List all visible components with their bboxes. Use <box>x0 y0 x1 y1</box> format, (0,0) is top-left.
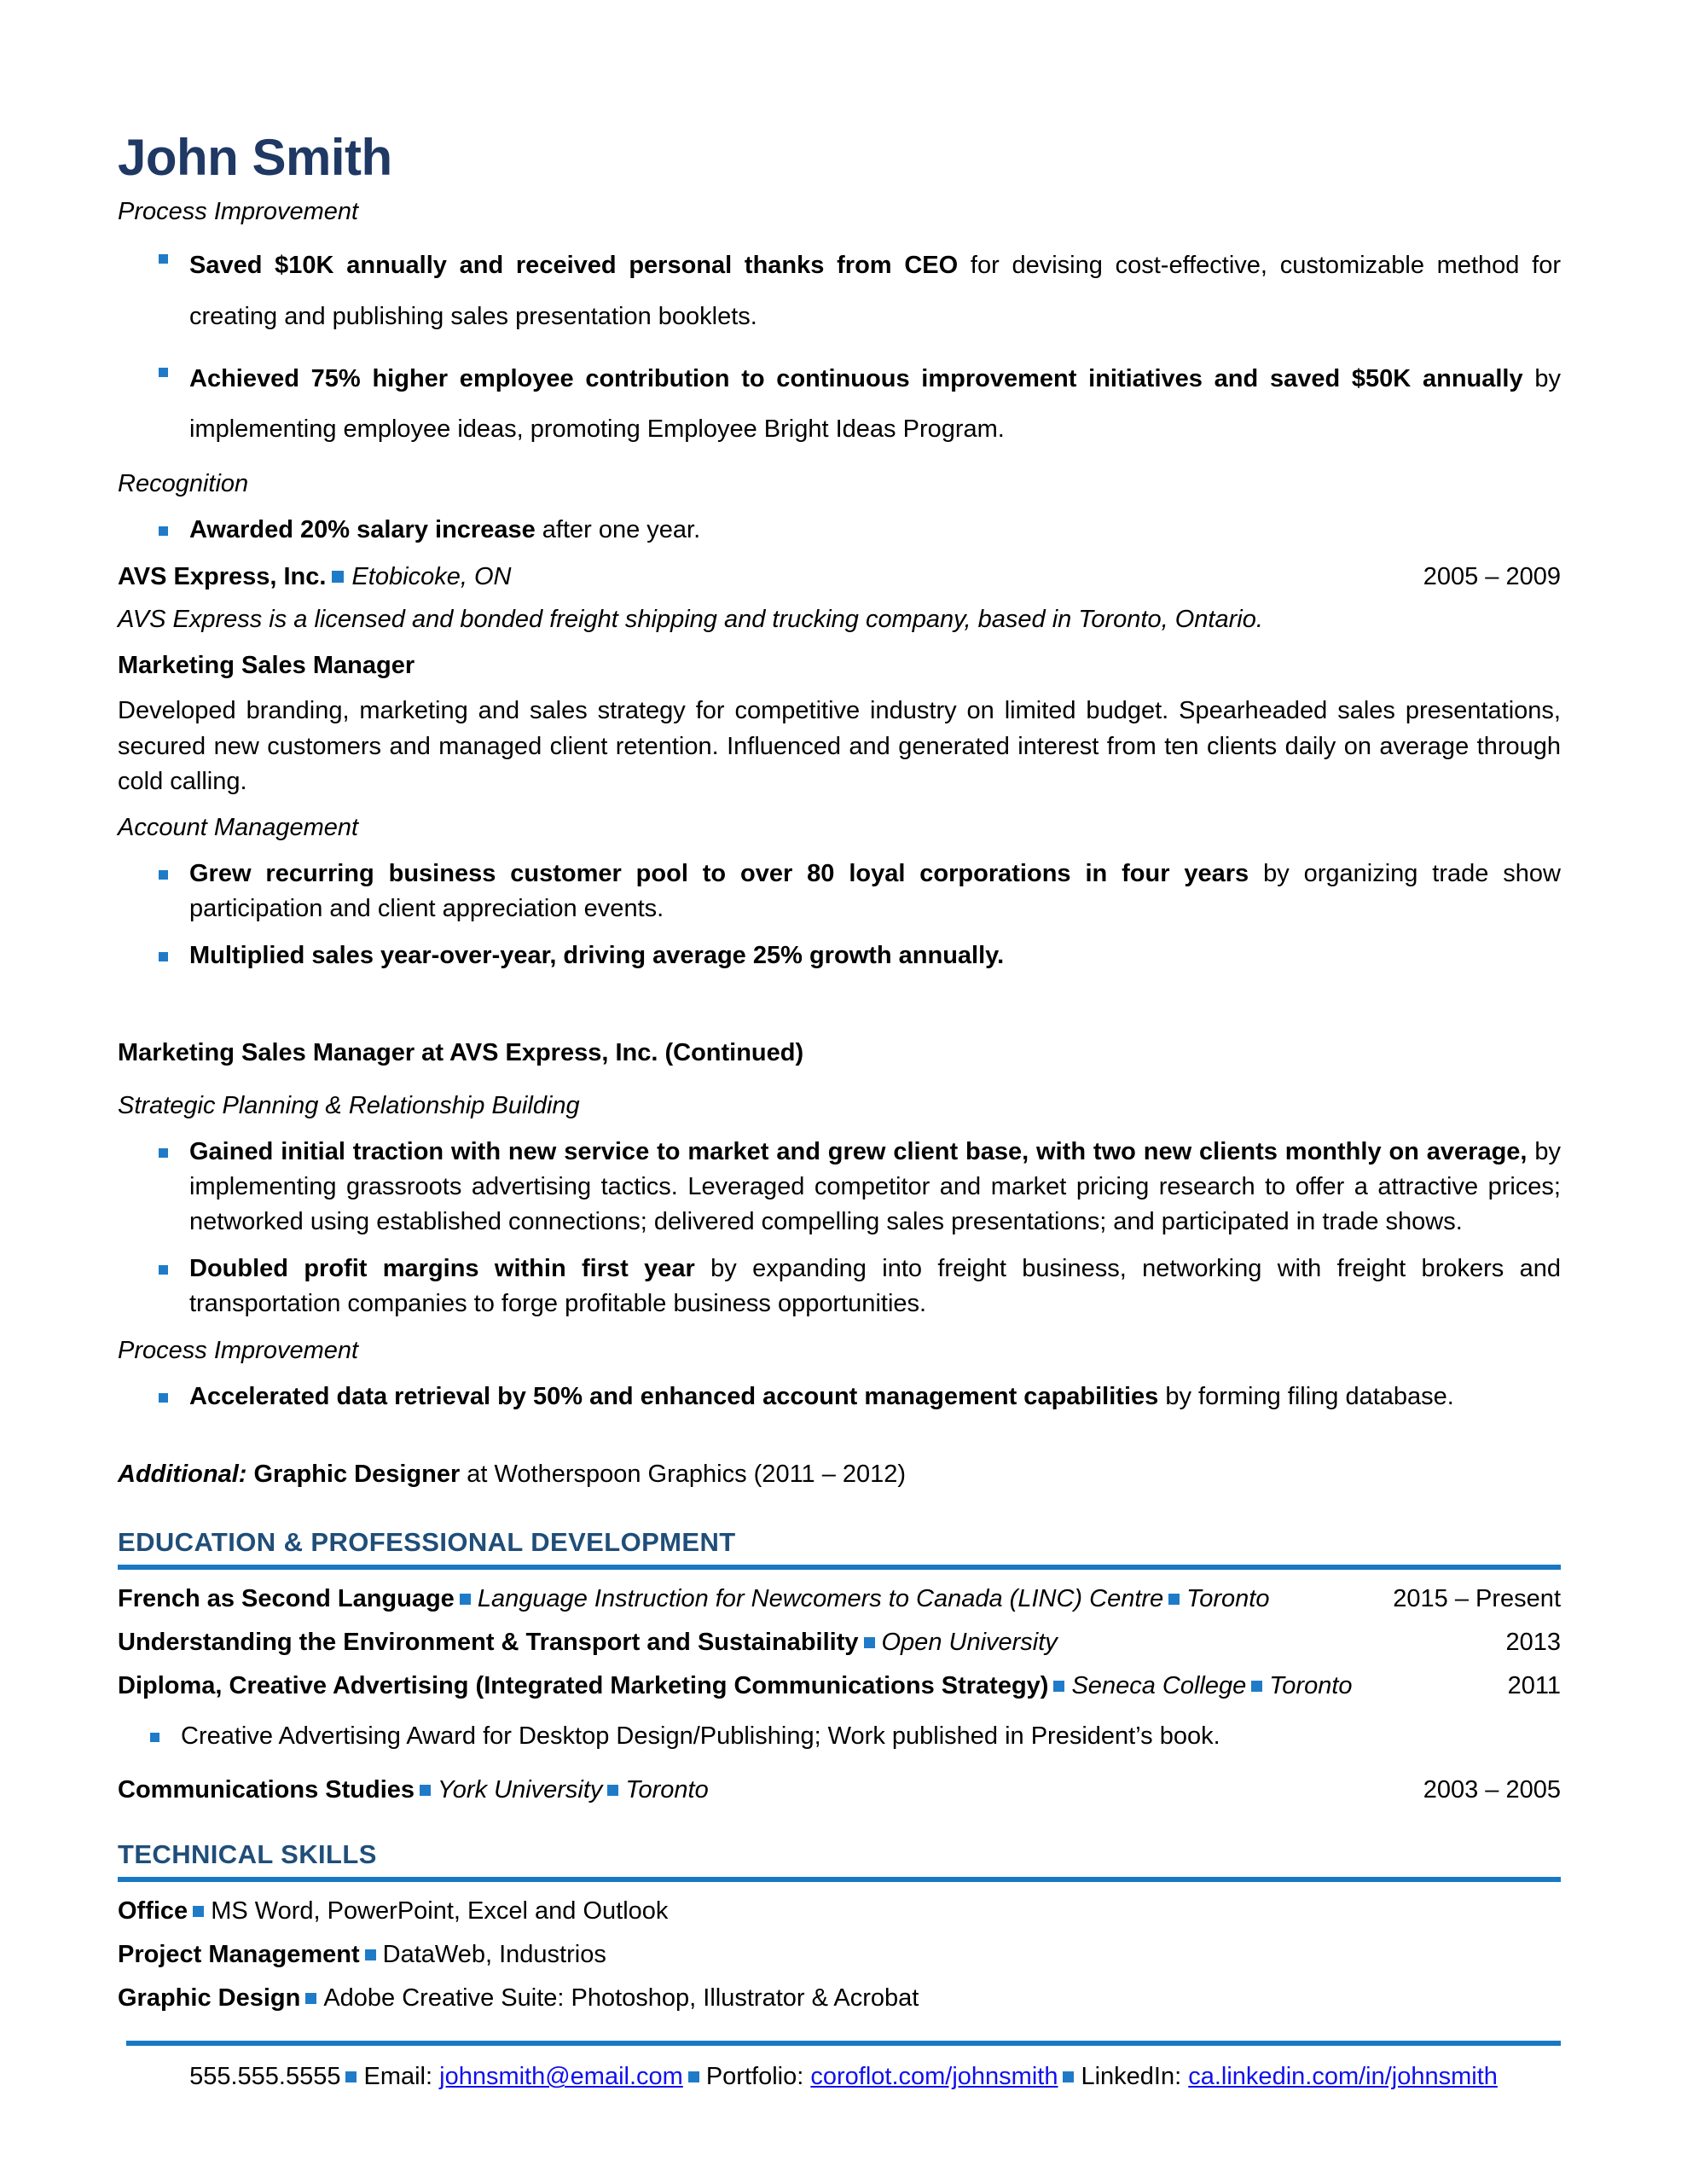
education-institution: Language Instruction for Newcomers to Canada (LINC) Centre <box>477 1585 1164 1613</box>
footer <box>126 2041 1561 2094</box>
list-item <box>118 513 1561 548</box>
bullet-rest-text: by expanding into freight business, networking with freight brokers and transportation companies to forge profitable business opportunities. <box>189 1255 1561 1318</box>
bullet-bold-text: Gained initial traction with new service to market and grew client base, with two new clients monthly on average, <box>189 1137 1528 1165</box>
bullet-list-education-award <box>118 1719 1561 1754</box>
education-entry-row <box>118 1585 1561 1613</box>
blue-square-separator-icon <box>345 2071 357 2082</box>
list-item <box>118 857 1561 926</box>
bullet-rest-text: by implementing employee ideas, promoting Employee Bright Ideas Program. <box>189 365 1561 444</box>
blue-square-separator-icon <box>607 1785 618 1796</box>
layout-spacer <box>118 974 1561 1024</box>
blue-square-separator-icon <box>365 1949 376 1960</box>
blue-square-separator-icon <box>332 571 344 583</box>
bullet-rest-text: by forming filing database. <box>1158 1382 1454 1410</box>
bullet-bold-text: Awarded 20% salary increase <box>189 516 536 544</box>
blue-square-separator-icon <box>193 1906 204 1917</box>
section-divider <box>118 1877 1561 1882</box>
education-entry-row <box>118 1776 1561 1804</box>
education-institution: Open University <box>881 1629 1058 1657</box>
contact-line <box>126 2061 1561 2094</box>
company-location: Etobicoke, ON <box>351 563 512 591</box>
list-item <box>118 1380 1561 1414</box>
experience-company-row <box>118 563 1561 591</box>
bullet-rest-text: by implementing grassroots advertising tactics. Leveraged competitor and market pricing research to offer a attractive prices; networked using established connections; delivered compelling sales presentations; and participated in trade shows. <box>189 1137 1562 1235</box>
company-description: AVS Express is a licensed and bonded freight shipping and trucking company, based in Toronto, Ontario. <box>118 606 1263 634</box>
bullet-list-account-management <box>118 857 1561 974</box>
email-label: Email: <box>363 2063 433 2091</box>
bullet-bold-text: Accelerated data retrieval by 50% and enhanced account management capabilities <box>189 1382 1159 1410</box>
bullet-bold-text: Achieved 75% higher employee contribution to continuous improvement initiatives and saved $50K annually <box>189 365 1523 393</box>
additional-experience-line <box>118 1457 1561 1492</box>
bullet-rest-text: after one year. <box>535 516 701 544</box>
portfolio-label: Portfolio: <box>705 2063 804 2091</box>
blue-square-separator-icon <box>864 1637 875 1648</box>
portfolio-link[interactable]: coroflot.com/johnsmith <box>810 2063 1058 2091</box>
list-item <box>118 241 1561 342</box>
education-place: Toronto <box>1269 1672 1353 1700</box>
group-label-recognition: Recognition <box>118 469 249 497</box>
group-label-process-improvement-top: Process Improvement <box>118 198 359 225</box>
footer-divider <box>126 2041 1561 2046</box>
bullet-list-strategic-planning <box>118 1135 1561 1322</box>
list-item <box>118 354 1561 456</box>
blue-square-separator-icon <box>1251 1681 1262 1692</box>
bullet-bold-text: Doubled profit margins within first year <box>189 1255 695 1283</box>
job-title: Marketing Sales Manager <box>118 652 415 680</box>
education-institution: York University <box>438 1776 603 1804</box>
education-dates: 2013 <box>1505 1629 1561 1657</box>
education-section <box>118 1528 1561 1804</box>
education-institution: Seneca College <box>1071 1672 1247 1700</box>
linkedin-label: LinkedIn: <box>1081 2063 1182 2091</box>
bullet-list-process-improvement <box>118 1380 1561 1414</box>
bullet-bold-text: Grew recurring business customer pool to over 80 loyal corporations in four years <box>189 860 1249 887</box>
blue-square-separator-icon <box>1053 1681 1064 1692</box>
bullet-bold-text: Saved $10K annually and received personal thanks from CEO <box>189 252 959 280</box>
education-title: Diploma, Creative Advertising (Integrated Marketing Communications Strategy) <box>118 1672 1049 1700</box>
blue-square-separator-icon <box>1168 1594 1180 1605</box>
skill-label: Graphic Design <box>118 1984 301 2013</box>
section-divider <box>118 1565 1561 1570</box>
bullet-rest-text: by organizing trade show participation and client appreciation events. <box>189 860 1561 923</box>
page-title: John Smith <box>118 129 392 186</box>
education-dates: 2015 – Present <box>1393 1585 1561 1613</box>
additional-role: Graphic Designer <box>253 1460 461 1488</box>
phone-number: 555.555.5555 <box>189 2063 341 2091</box>
additional-rest: at Wotherspoon Graphics (2011 – 2012) <box>460 1460 907 1488</box>
education-entry-row <box>118 1672 1561 1700</box>
skill-row <box>118 1897 1561 1926</box>
skill-label: Office <box>118 1897 188 1926</box>
email-link[interactable]: johnsmith@email.com <box>439 2063 683 2091</box>
education-title: Communications Studies <box>118 1776 415 1804</box>
group-label-process-improvement: Process Improvement <box>118 1336 359 1364</box>
education-title: Understanding the Environment & Transport and Sustainability <box>118 1629 859 1657</box>
education-place: Toronto <box>625 1776 709 1804</box>
blue-square-separator-icon <box>1063 2071 1074 2082</box>
bullet-bold-text: Multiplied sales year-over-year, driving average 25% growth annually. <box>189 942 1005 970</box>
education-title: French as Second Language <box>118 1585 455 1613</box>
bullet-list-recognition <box>118 513 1561 548</box>
additional-label: Additional: <box>118 1460 247 1488</box>
skill-row <box>118 1984 1561 2013</box>
linkedin-link[interactable]: ca.linkedin.com/in/johnsmith <box>1188 2063 1498 2091</box>
skill-value: MS Word, PowerPoint, Excel and Outlook <box>211 1897 669 1926</box>
layout-spacer <box>118 1414 1561 1443</box>
skill-value: DataWeb, Industrios <box>382 1941 606 1969</box>
bullet-rest-text: for devising cost-effective, customizable method for creating and publishing sales presentation booklets. <box>189 252 1561 330</box>
company-name: AVS Express, Inc. <box>118 563 327 591</box>
blue-square-separator-icon <box>460 1594 471 1605</box>
bullet-list-process-improvement-top <box>118 241 1561 456</box>
company-line <box>118 563 1406 591</box>
education-dates: 2011 <box>1507 1672 1561 1700</box>
group-label-account-management: Account Management <box>118 813 359 841</box>
education-entry-row <box>118 1629 1561 1657</box>
list-item <box>118 1252 1561 1321</box>
list-item <box>118 938 1561 973</box>
section-heading-education: EDUCATION & PROFESSIONAL DEVELOPMENT <box>118 1527 736 1557</box>
education-dates: 2003 – 2005 <box>1423 1776 1561 1804</box>
skill-value: Adobe Creative Suite: Photoshop, Illustrator & Acrobat <box>323 1984 919 2013</box>
list-item: Creative Advertising Award for Desktop Design/Publishing; Work published in President’s book. <box>118 1719 1561 1754</box>
blue-square-separator-icon <box>688 2071 699 2082</box>
list-item <box>118 1135 1561 1240</box>
company-dates: 2005 – 2009 <box>1423 563 1561 591</box>
continued-heading: Marketing Sales Manager at AVS Express, Inc. (Continued) <box>118 1038 804 1066</box>
skill-label: Project Management <box>118 1941 360 1969</box>
section-heading-technical-skills: TECHNICAL SKILLS <box>118 1839 377 1870</box>
blue-square-separator-icon <box>420 1785 431 1796</box>
job-summary: Developed branding, marketing and sales strategy for competitive industry on limited budget. Spearheaded sales presentations, secured new customers and managed client retention. Influenced and generated interest from ten clients daily on average through cold calling. <box>118 697 1561 795</box>
education-place: Toronto <box>1186 1585 1270 1613</box>
blue-square-separator-icon <box>305 1993 316 2004</box>
group-label-strategic-planning: Strategic Planning & Relationship Building <box>118 1091 580 1119</box>
skill-row <box>118 1941 1561 1969</box>
technical-skills-section <box>118 1840 1561 2013</box>
